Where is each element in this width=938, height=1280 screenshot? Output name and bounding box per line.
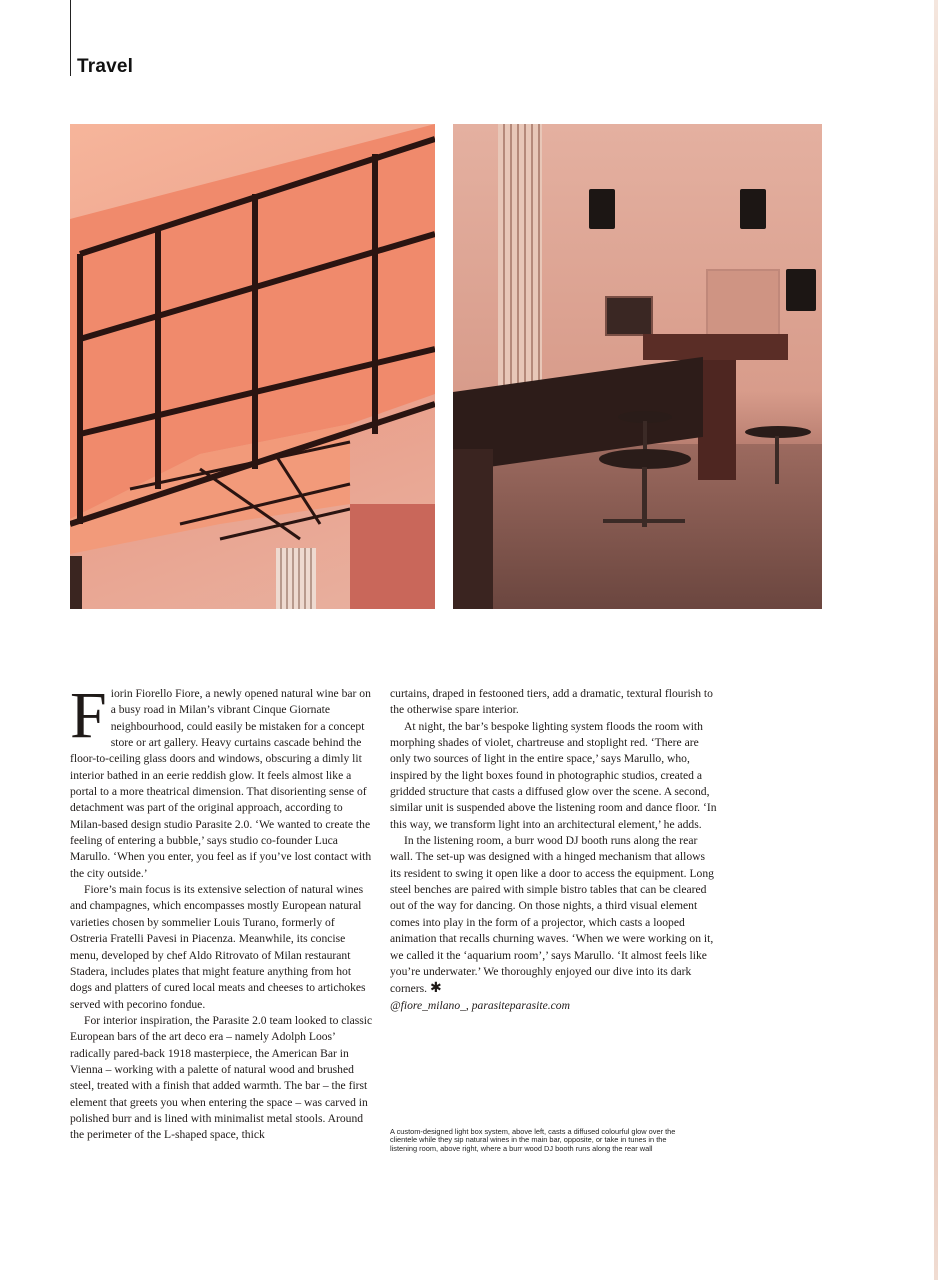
article-column-2 [390, 686, 718, 1014]
paragraph: For interior inspiration, the Parasite 2.0 team looked to classic European bars of the art deco era – namely Adolph Loos’ radically pared-back 1918 masterpiece, the American Bar in Vienna – working with a palette of natural wood and brushed steel, treated with a finish that added warmth. The bar – the first element that greets you when entering the space – was carved in polished burr and is lined with minimalist metal stools. Around the perimeter of the L-shaped space, thick [70, 1013, 373, 1142]
photo-listening-room [453, 124, 822, 609]
speaker-corner [786, 269, 816, 311]
wall-box [605, 296, 653, 336]
signoff: @fiore_milano_, parasiteparasite.com [390, 998, 570, 1012]
speaker-left [589, 189, 615, 229]
paragraph: Fiore’s main focus is its extensive selection of natural wines and champagnes, which encompasses mostly European natural varieties chosen by sommelier Louis Turano, formerly of Ostreria Fratelli Pavesi in Piacenza. Meanwhile, its concise menu, developed by chef Aldo Ritrovato of Milan restaurant Stadera, includes plates that might feature anything from hot dogs and platters of cured local meats and cheeses to artichokes served with pecorino fondue. [70, 883, 366, 1011]
paragraph: Fiorin Fiorello Fiore, a newly opened natural wine bar on a busy road in Milan’s vibrant Cinque Giornate neighbourhood, could easily be mistaken for a concept store or art gallery. Heavy curtains cascade behind the floor-to-ceiling glass doors and windows, obscuring a dimly lit interior bathed in an eerie reddish glow. It feels almost like a portal to a more theatrical dimension. That disorienting sense of detachment was part of the original approach, according to Milan-based design studio Parasite 2.0. ‘We wanted to create the feeling of entering a bubble,’ says studio co-founder Luca Marullo. ‘When you enter, you feel as if you’ve lost contact with the city outside.’ [70, 679, 372, 880]
photo-light-box [70, 124, 435, 609]
photo-caption: A custom-designed light box system, above left, casts a diffused colourful glow over the clientele while they sip natural wines in the main bar, opposite, or take in tunes in the listening room, above right, where a burr wood DJ booth runs along the rear wall [390, 1127, 676, 1153]
drop-cap: F [70, 679, 107, 752]
bistro-table [599, 449, 691, 469]
speaker-right [740, 189, 766, 229]
paragraph: In the listening room, a burr wood DJ booth runs along the rear wall. The set-up was designed with a hinged mechanism that allows its resident to swing it open like a door to access the equipment. Long steel benches are paired with simple bistro tables that can be cleared out of the way for dancing. On those nights, a third visual element comes into play in the form of a projector, which casts a looped animation that recalls churning waves. ‘When we were working on it, we called it the ‘aquarium room’,’ says Marullo. ‘It almost feels like you’re underwater.’ We thoroughly enjoyed our dive into its dark corners. ✱ [390, 834, 714, 997]
paragraph: curtains, draped in festooned tiers, add a dramatic, textural flourish to the otherwise spare interior. [390, 687, 713, 717]
page-edge [934, 0, 938, 1280]
section-title: Travel [77, 56, 134, 77]
paragraph: At night, the bar’s bespoke lighting system floods the room with morphing shades of violet, chartreuse and stoplight red. ‘There are only two sources of light in the entire space,’ says Marullo, who, inspired by the light boxes found in photographic studios, created a gridded structure that casts a diffused glow over the scene. A second, similar unit is suspended above the listening room and dance floor. ‘In this way, we transform light into an architectural element,’ he adds. [390, 719, 717, 831]
end-mark-icon: ✱ [429, 980, 442, 997]
article-column-1 [70, 679, 373, 1144]
header-rule [70, 0, 71, 76]
dj-booth [643, 334, 788, 360]
